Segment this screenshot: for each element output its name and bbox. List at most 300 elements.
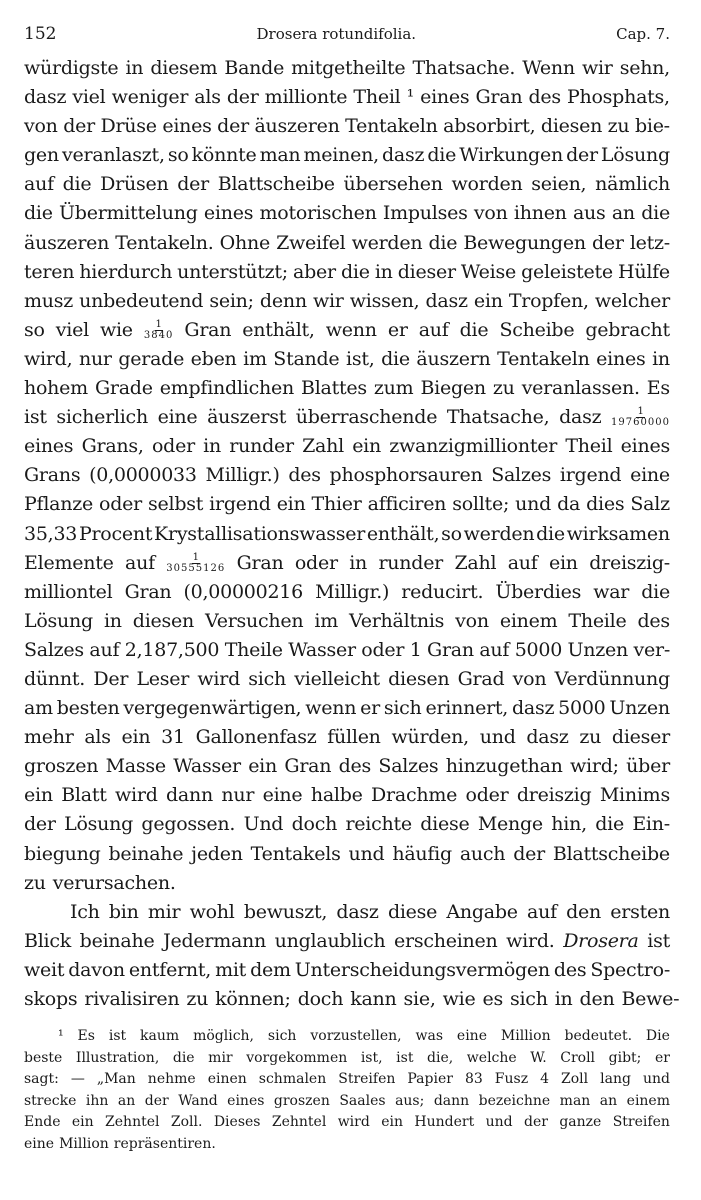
word: Lösung bbox=[64, 813, 134, 836]
word: Grad bbox=[457, 667, 505, 690]
word: an bbox=[599, 1092, 618, 1109]
word: von bbox=[24, 115, 58, 138]
word: enthält, bbox=[366, 522, 440, 545]
word: dasz bbox=[382, 144, 425, 167]
word: von bbox=[512, 667, 547, 690]
word: so bbox=[441, 522, 462, 545]
word: des bbox=[637, 609, 670, 632]
word: Lösung bbox=[24, 609, 93, 632]
word: des bbox=[288, 464, 321, 487]
word: zu bbox=[607, 115, 630, 138]
word: Bande bbox=[224, 57, 285, 79]
word: den bbox=[579, 988, 615, 1010]
word: vielleicht bbox=[294, 667, 380, 690]
word: Es bbox=[646, 377, 670, 400]
word: gibt; bbox=[608, 1049, 642, 1066]
word: eines bbox=[162, 115, 212, 138]
word: irgend bbox=[209, 493, 271, 516]
text-line bbox=[24, 432, 670, 461]
word: jeden bbox=[191, 842, 243, 865]
word: Der bbox=[93, 667, 129, 690]
word: reichte bbox=[345, 813, 412, 836]
word: ist bbox=[396, 1049, 414, 1066]
word: dreiszig- bbox=[589, 551, 670, 574]
word: Grade bbox=[94, 377, 153, 400]
text-line bbox=[24, 607, 670, 636]
word: Drüse bbox=[100, 115, 157, 138]
word: letz- bbox=[629, 231, 670, 254]
word: mehr bbox=[24, 726, 74, 749]
word: würdigste bbox=[24, 57, 119, 79]
word: er bbox=[387, 318, 408, 341]
word: Theile bbox=[568, 609, 627, 632]
word: diesen bbox=[132, 609, 194, 632]
text-line bbox=[24, 752, 670, 781]
word: Milligr.) bbox=[315, 580, 390, 603]
word: Procent bbox=[78, 522, 153, 545]
word: die bbox=[459, 318, 489, 341]
chapter-label: Cap. 7. bbox=[616, 25, 670, 43]
text-line bbox=[24, 869, 670, 898]
word: Jedermann bbox=[163, 929, 267, 952]
word: seien, bbox=[531, 173, 587, 196]
word: aber bbox=[293, 260, 336, 283]
word: Theil bbox=[565, 435, 613, 458]
word: groszen bbox=[24, 755, 99, 778]
word: Und bbox=[243, 813, 284, 836]
word: Tropfen, bbox=[508, 289, 589, 312]
word: oder bbox=[294, 551, 338, 574]
word: zu bbox=[492, 377, 515, 400]
word: wie bbox=[442, 988, 476, 1010]
word: auch bbox=[459, 842, 506, 865]
text-line bbox=[24, 985, 680, 1014]
word: am bbox=[24, 697, 53, 720]
word: teren bbox=[24, 260, 75, 283]
word: Zehntel bbox=[105, 1114, 160, 1131]
word: ein bbox=[352, 435, 381, 458]
word: Weise bbox=[460, 260, 516, 283]
word: Saales bbox=[339, 1092, 386, 1109]
word: irgend bbox=[559, 464, 622, 487]
word: Tentakeln. bbox=[115, 231, 214, 254]
word: doch bbox=[291, 813, 338, 836]
word: Dieses bbox=[213, 1114, 261, 1131]
text-line bbox=[24, 956, 670, 985]
word: es bbox=[482, 988, 503, 1010]
word: die bbox=[427, 144, 457, 167]
word: sie, bbox=[403, 988, 436, 1010]
word: Zoll. bbox=[170, 1114, 203, 1131]
word: Drüsen bbox=[100, 173, 169, 196]
footnote-line bbox=[24, 1048, 670, 1070]
word: auf bbox=[418, 318, 449, 341]
word: dasz bbox=[24, 86, 67, 109]
word: ein bbox=[473, 289, 503, 312]
word: nehme bbox=[147, 1071, 196, 1088]
word: ein bbox=[121, 726, 151, 749]
word: Zahl bbox=[302, 435, 344, 458]
word: gegossen. bbox=[141, 813, 236, 836]
word: Wasser bbox=[173, 755, 241, 778]
word: Ich bbox=[70, 900, 100, 923]
word: nur bbox=[221, 784, 255, 807]
word: biegung bbox=[24, 842, 101, 865]
word: die bbox=[641, 202, 670, 225]
word: weniger bbox=[111, 86, 189, 109]
word: des bbox=[338, 755, 372, 778]
word: eine bbox=[456, 1028, 487, 1045]
word: vergegenwärtigen, bbox=[123, 697, 302, 720]
word: gerade bbox=[118, 347, 185, 370]
word: Gallonenfasz bbox=[195, 726, 317, 749]
word: als bbox=[84, 726, 111, 749]
word: auf bbox=[125, 551, 155, 574]
word: Gran bbox=[475, 86, 523, 109]
word: des bbox=[553, 958, 587, 981]
word: wir bbox=[581, 57, 613, 79]
text-line bbox=[24, 258, 670, 287]
word: sagt: bbox=[24, 1071, 59, 1088]
word: wie bbox=[99, 318, 133, 341]
word: 31 bbox=[161, 726, 185, 749]
word: wird bbox=[115, 784, 158, 807]
footnote-line bbox=[24, 1069, 670, 1091]
word: ein bbox=[24, 784, 53, 807]
word: Gran bbox=[124, 580, 172, 603]
word: ganze bbox=[559, 1114, 602, 1131]
word: zwanzigmillionter bbox=[389, 435, 558, 458]
word: dann bbox=[166, 784, 213, 807]
word: möglich, bbox=[193, 1028, 255, 1045]
page-header bbox=[24, 20, 670, 54]
word: eine bbox=[157, 406, 198, 429]
word: 4 bbox=[540, 1071, 549, 1088]
word: einem bbox=[626, 1092, 670, 1109]
word: wissen, bbox=[349, 289, 420, 312]
word: absorbirt, bbox=[443, 115, 536, 138]
word: ver- bbox=[633, 638, 670, 661]
word: Papier bbox=[407, 1071, 453, 1088]
word: häufig bbox=[392, 842, 452, 865]
word: Illustration, bbox=[75, 1049, 160, 1066]
word: im bbox=[243, 347, 267, 370]
word: in bbox=[103, 609, 122, 632]
word: dem bbox=[250, 958, 291, 981]
body-text bbox=[24, 54, 680, 1014]
word: an bbox=[611, 202, 635, 225]
word: 5000 bbox=[514, 638, 563, 661]
word: und bbox=[485, 1114, 513, 1131]
word: auf bbox=[24, 173, 54, 196]
word: Gran bbox=[284, 755, 332, 778]
word: entfernt, bbox=[128, 958, 212, 981]
word: der bbox=[217, 115, 249, 138]
word: reducirt. bbox=[401, 580, 484, 603]
word: dies bbox=[586, 493, 625, 516]
text-line bbox=[24, 520, 670, 549]
text-line bbox=[24, 141, 670, 170]
word: würden, bbox=[391, 726, 469, 749]
word: Million bbox=[500, 1028, 551, 1045]
word: ist, bbox=[360, 1049, 383, 1066]
word: Zehntel bbox=[271, 1114, 327, 1131]
word: bezeichne bbox=[478, 1092, 551, 1109]
word: veranlassen. bbox=[521, 377, 640, 400]
word: dasz bbox=[425, 289, 468, 312]
text-line bbox=[24, 374, 670, 403]
word: die bbox=[24, 202, 53, 225]
word: Theil bbox=[353, 86, 401, 109]
word: ¹ bbox=[58, 1028, 64, 1045]
word: die, bbox=[427, 1049, 454, 1066]
word: er bbox=[654, 1049, 670, 1066]
word: Angabe bbox=[446, 900, 518, 923]
word: eines bbox=[227, 1092, 265, 1109]
text-line bbox=[24, 229, 670, 258]
word: der bbox=[566, 144, 598, 167]
word: 83 bbox=[464, 1071, 483, 1088]
word: Impulses bbox=[382, 202, 468, 225]
word: Drachme bbox=[371, 784, 458, 807]
word: eines bbox=[24, 435, 74, 458]
word: Zahl bbox=[454, 551, 497, 574]
word: wird bbox=[197, 667, 241, 690]
word: 2,187,500 bbox=[124, 638, 220, 661]
word: Spectro- bbox=[590, 958, 670, 981]
word: ist bbox=[647, 929, 670, 952]
word: vorzustellen, bbox=[310, 1028, 402, 1045]
text-line bbox=[24, 54, 670, 83]
page-number: 152 bbox=[24, 24, 57, 44]
word: Hundert bbox=[414, 1114, 475, 1131]
word: sein; bbox=[209, 289, 254, 312]
word: sich bbox=[267, 1028, 297, 1045]
word: gen bbox=[24, 144, 59, 167]
word: zu bbox=[24, 871, 46, 894]
word: Pflanze bbox=[24, 493, 93, 516]
word: aus bbox=[572, 202, 606, 225]
word: wird bbox=[337, 1114, 370, 1131]
word: den bbox=[566, 900, 602, 923]
word: können; bbox=[215, 988, 291, 1010]
text-line bbox=[24, 170, 670, 199]
word: und bbox=[642, 1071, 670, 1088]
word: Zweifel bbox=[276, 231, 346, 254]
word: eine bbox=[630, 464, 670, 487]
word: sich bbox=[383, 697, 422, 720]
word: da bbox=[557, 493, 581, 516]
word: Leser bbox=[136, 667, 190, 690]
word: musz bbox=[24, 289, 74, 312]
text-line bbox=[24, 316, 670, 345]
word: einem bbox=[499, 609, 558, 632]
word: Die bbox=[645, 1028, 670, 1045]
word: wirksamen bbox=[566, 522, 670, 545]
word: hinzugethan bbox=[445, 755, 563, 778]
word: sich bbox=[509, 988, 548, 1010]
word: was bbox=[415, 1028, 444, 1045]
word: Salzes bbox=[24, 638, 84, 661]
word: meinen, bbox=[303, 144, 379, 167]
word: hin, bbox=[551, 813, 587, 836]
word: beinahe bbox=[79, 929, 155, 952]
word: mitgetheilte bbox=[291, 57, 406, 79]
word: veranlaszt, bbox=[62, 144, 165, 167]
word: auf bbox=[479, 638, 510, 661]
word: wird; bbox=[570, 755, 619, 778]
word: bie- bbox=[634, 115, 670, 138]
word: von bbox=[455, 609, 489, 632]
footnote-line bbox=[24, 1026, 670, 1048]
word: Thier bbox=[311, 493, 362, 516]
word: W. bbox=[530, 1049, 547, 1066]
word: in bbox=[203, 435, 221, 458]
word: einen bbox=[207, 1071, 247, 1088]
word: dasz bbox=[336, 900, 379, 923]
word: Blick bbox=[24, 929, 72, 952]
word: Salzes bbox=[491, 464, 552, 487]
word: Blattscheibe bbox=[217, 173, 335, 196]
word: auf bbox=[527, 900, 557, 923]
word: ersten bbox=[610, 900, 670, 923]
word: Wasser bbox=[288, 638, 356, 661]
word: Minims bbox=[599, 784, 670, 807]
word: strecke bbox=[24, 1092, 77, 1109]
word: Verdünnung bbox=[554, 667, 670, 690]
text-line bbox=[24, 636, 670, 665]
word: der bbox=[144, 1092, 169, 1109]
word: übersehen bbox=[343, 173, 443, 196]
word: und bbox=[515, 493, 552, 516]
word: könnte bbox=[191, 144, 257, 167]
word: war bbox=[593, 580, 630, 603]
word: Blattscheibe bbox=[552, 842, 670, 865]
word: so bbox=[167, 144, 189, 167]
word: oder bbox=[465, 784, 509, 807]
word: empfindlichen bbox=[159, 377, 294, 400]
word: die bbox=[62, 173, 92, 196]
word: Grans, bbox=[81, 435, 144, 458]
word: Streifen bbox=[612, 1114, 670, 1131]
word: Salz bbox=[630, 493, 670, 516]
word: eines bbox=[596, 347, 646, 370]
word: beinahe bbox=[108, 842, 184, 865]
word: Bewegungen bbox=[463, 231, 586, 254]
word: äuszeren bbox=[254, 115, 340, 138]
word: halbe bbox=[310, 784, 363, 807]
word: Grans bbox=[24, 464, 81, 487]
word: mir bbox=[208, 1049, 233, 1066]
word: er bbox=[360, 697, 380, 720]
word: phosphorsauren bbox=[329, 464, 483, 487]
word: Ende bbox=[24, 1114, 61, 1131]
text-line bbox=[24, 898, 670, 927]
text-line bbox=[24, 665, 670, 694]
word: nur bbox=[78, 347, 112, 370]
word: Tentakels bbox=[250, 842, 341, 865]
word: auf bbox=[507, 551, 538, 574]
word: davon bbox=[68, 958, 125, 981]
word: welche bbox=[466, 1049, 517, 1066]
text-line bbox=[24, 694, 670, 723]
word: bedeutet. bbox=[564, 1028, 633, 1045]
word: dasz bbox=[526, 726, 569, 749]
word: Gran bbox=[184, 318, 232, 341]
word: äuszeren bbox=[24, 231, 110, 254]
word: eines bbox=[620, 435, 670, 458]
word: besten bbox=[56, 697, 120, 720]
word: die bbox=[536, 522, 565, 545]
text-line bbox=[24, 345, 670, 374]
word: überraschende bbox=[295, 406, 438, 429]
word: Stande bbox=[273, 347, 340, 370]
text-line bbox=[24, 927, 670, 956]
word: geleistete bbox=[521, 260, 613, 283]
word: in bbox=[349, 551, 368, 574]
word: Krystallisationswasser bbox=[154, 522, 366, 545]
text-line bbox=[24, 578, 670, 607]
word: selbst bbox=[148, 493, 204, 516]
word: im bbox=[314, 609, 338, 632]
word: nämlich bbox=[595, 173, 670, 196]
word: über bbox=[626, 755, 670, 778]
word: Wand bbox=[178, 1092, 218, 1109]
word: motorischen bbox=[259, 202, 377, 225]
word: Tentakeln bbox=[345, 115, 438, 138]
word: Verhältnis bbox=[349, 609, 445, 632]
word: diese bbox=[420, 813, 470, 836]
word: Salzes bbox=[378, 755, 439, 778]
word: auf bbox=[89, 638, 120, 661]
word: der bbox=[177, 173, 209, 196]
word: die bbox=[641, 580, 670, 603]
word: wenn bbox=[325, 318, 377, 341]
text-line bbox=[24, 403, 670, 432]
word: kaum bbox=[140, 1028, 180, 1045]
word: wird, bbox=[24, 347, 73, 370]
word: unterstützt; bbox=[177, 260, 288, 283]
word: groszen bbox=[273, 1092, 330, 1109]
word: des bbox=[528, 86, 561, 109]
text-line bbox=[24, 461, 670, 490]
word: eine bbox=[24, 1135, 55, 1152]
word: zu bbox=[186, 988, 209, 1010]
fraction: $\frac{1}{3840}$ bbox=[143, 318, 174, 341]
word: man bbox=[259, 144, 301, 167]
word: sich bbox=[248, 667, 287, 690]
word: ist bbox=[24, 406, 47, 429]
word: skops bbox=[24, 988, 78, 1010]
word: Ohne bbox=[219, 231, 270, 254]
word: weit bbox=[24, 958, 65, 981]
word: kann bbox=[350, 988, 397, 1010]
word: Tentakeln bbox=[497, 347, 590, 370]
word: bin bbox=[108, 900, 139, 923]
word: eine bbox=[262, 784, 303, 807]
word: füllen bbox=[327, 726, 381, 749]
fraction: $\frac{1}{30555126}$ bbox=[166, 551, 226, 574]
text-line bbox=[24, 840, 670, 869]
text-line bbox=[24, 723, 670, 752]
word: (0,00000216 bbox=[183, 580, 303, 603]
word: ¹ bbox=[406, 86, 414, 109]
word: runder bbox=[229, 435, 294, 458]
word: millionte bbox=[264, 86, 348, 109]
word: erscheinen bbox=[394, 929, 498, 952]
text-line bbox=[24, 810, 670, 839]
word: welcher bbox=[594, 289, 670, 312]
